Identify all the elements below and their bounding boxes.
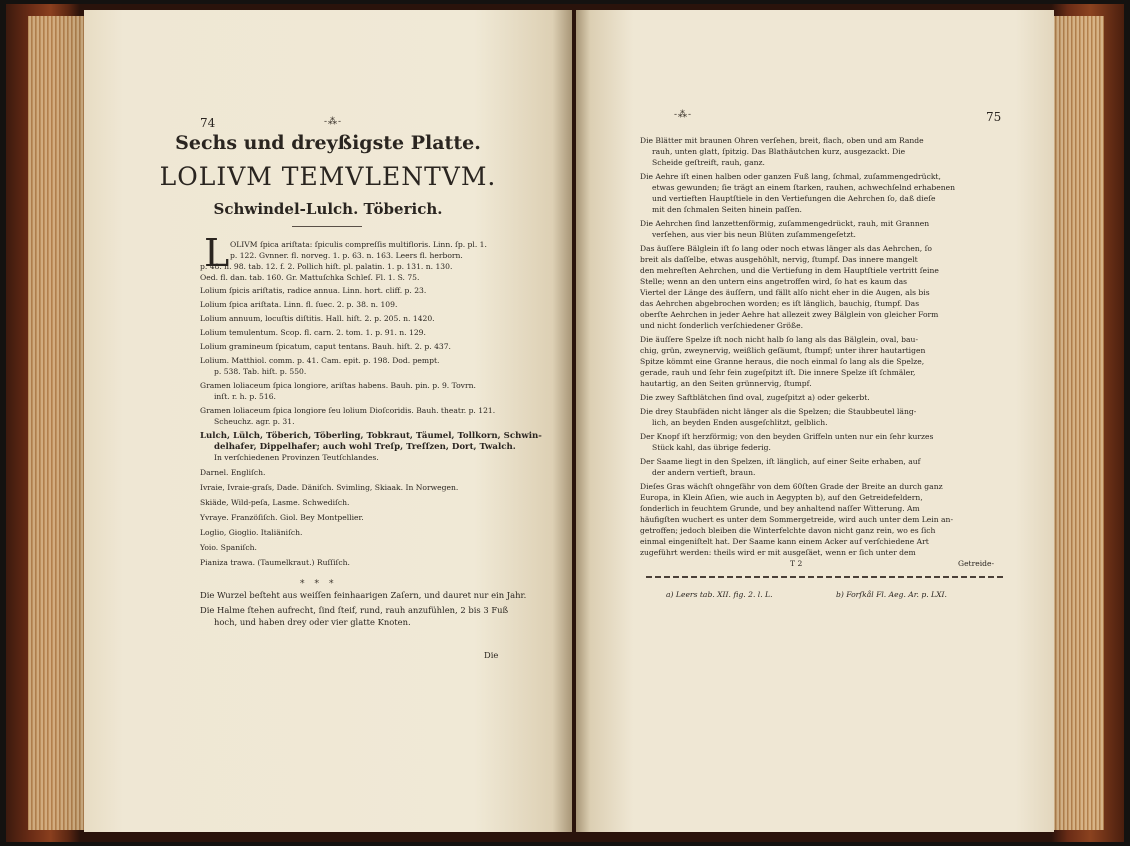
- text-line: getroffen; jedoch bleiben die Winterfelchte davon nicht ganz rein, wo es ſich: [640, 526, 936, 535]
- text-line: Oed. fl. dan. tab. 160. Gr. Mattuſchka Schleſ. Fl. 1. S. 75.: [200, 273, 420, 282]
- text-line: Loglio, Gioglio. Italiäniſch.: [200, 528, 303, 537]
- divider: [292, 226, 362, 227]
- text-line: inſt. r. h. p. 516.: [214, 392, 276, 401]
- text-line: Der Knopf iſt herzförmig; von den beyden Griffeln unten nur ein ſehr kurzes: [640, 432, 934, 441]
- text-line: Die Aehrchen ſind lanzettenförmig, zuſammengedrückt, rauh, mit Grannen: [640, 219, 930, 228]
- text-line: ſonderlich in feuchtem Grunde, und bey anhaltend naſſer Witterung. Am: [640, 504, 920, 513]
- text-line: etwas gewunden; ſie trägt an einem ſtarken, rauhen, achwechſelnd erhabenen: [652, 183, 956, 192]
- text-line: das Aehrchen abgebrochen worden; es iſt länglich, bauchig, ſtumpf. Das: [640, 299, 920, 308]
- text-line: Scheuchz. agr. p. 31.: [214, 417, 295, 426]
- header-ornament: -⁂-: [324, 117, 343, 127]
- text-line: Stelle; wenn an den untern eins angetroffen wird, ſo hat es kaum das: [640, 277, 908, 286]
- text-line: Die zwey Saftblätchen ſind oval, zugeſpitzt a) oder gekerbt.: [640, 393, 870, 402]
- text-line: Lolium annuum, locuſtis diſtitis. Hall. hiſt. 2. p. 205. n. 1420.: [200, 314, 435, 323]
- text-line: chig, grün, zweynervig, weißlich geſäumt, ſtumpf; unter ihrer hautartigen: [640, 346, 926, 355]
- text-line: p. 48. n. 98. tab. 12. f. 2. Pollich hiſt. pl. palatin. 1. p. 131. n. 130.: [200, 262, 453, 271]
- text-line: Lolium ſpica ariſtata. Linn. fl. ſuec. 2. p. 38. n. 109.: [200, 300, 398, 309]
- text-line: hoch, und haben drey oder vier glatte Knoten.: [214, 617, 411, 627]
- text-line: Europa, in Klein Aſien, wie auch in Aegypten b), auf den Getreidefeldern,: [640, 493, 923, 502]
- catchword: Die: [484, 650, 499, 660]
- text-line: Gramen loliaceum ſpica longiore, ariſtas habens. Bauh. pin. p. 9. Tovrn.: [200, 381, 476, 390]
- text-line: Lulch, Lülch, Töberich, Töberling, Tobkraut, Täumel, Tollkorn, Schwin-: [200, 431, 542, 441]
- text-line: Stück kahl, das übrige federig.: [652, 443, 771, 452]
- text-line: den mehreſten Aehrchen, und die Vertiefung in dem Hauptſtiele vertritt ſeine: [640, 266, 939, 275]
- text-line: Lolium gramineum ſpicatum, caput tentans. Bauh. hiſt. 2. p. 437.: [200, 342, 451, 351]
- drop-cap: L: [204, 231, 230, 275]
- text-line: Lolium ſpicis ariſtatis, radice annua. Linn. hort. cliff. p. 23.: [200, 286, 427, 295]
- right-page-edges: [1052, 16, 1104, 830]
- signature-mark: T 2: [790, 559, 803, 568]
- latin-title: LOLIVM TEMVLENTVM.: [159, 162, 497, 191]
- text-line: breit als daſſelbe, etwas ausgehöhlt, nervig, ſtumpf. Das innere mangelt: [640, 255, 918, 264]
- text-line: gerade, rauh und ſehr fein zugeſpitzt iſt. Die innere Spelze iſt ſchmäler,: [640, 368, 916, 377]
- text-line: mit den ſchmalen Seiten hinein paſſen.: [652, 205, 802, 214]
- text-line: Gramen loliaceum ſpica longiore ſeu lolium Dioſcoridis. Bauh. theatr. p. 121.: [200, 406, 496, 415]
- footnote-divider: [646, 576, 1006, 578]
- text-line: hautartig, an den Seiten grünnervig, ſtumpf.: [640, 379, 812, 388]
- text-line: Die Blätter mit braunen Ohren verſehen, breit, flach, oben und am Rande: [640, 136, 924, 145]
- text-line: zugeführt werden: theils wird er mit ausgeſäet, wenn er ſich unter dem: [640, 548, 916, 557]
- catchword: Getreide-: [958, 559, 995, 568]
- text-line: Die drey Staubfäden nicht länger als die Spelzen; die Staubbeutel läng-: [640, 407, 917, 416]
- text-line: der andern vertieft, braun.: [652, 468, 756, 477]
- text-line: Yvraye. Franzöſiſch. Giol. Bey Montpellier.: [200, 513, 364, 522]
- text-line: Ivraie, Ivraie-graſs, Dade. Däniſch. Svimling, Skiaak. In Norwegen.: [200, 483, 459, 492]
- text-line: Lolium. Matthiol. comm. p. 41. Cam. epit. p. 198. Dod. pempt.: [200, 356, 440, 365]
- text-line: Skiäde, Wild-peſa, Lasme. Schwediſch.: [200, 498, 350, 507]
- german-title: Schwindel-Lulch. Töberich.: [213, 200, 443, 218]
- page-number: 75: [986, 110, 1002, 124]
- text-line: Viertel der Länge des äuſſern, und fällt alſo nicht eher in die Augen, als bis: [640, 288, 930, 297]
- text-line: Dieſes Gras wächſt ohngefähr von dem 60ſten Grade der Breite an durch ganz: [640, 482, 943, 491]
- text-line: und vertieften Hauptſtiele in den Vertiefungen die Aehrchen ſo, daß dieſe: [652, 194, 936, 203]
- text-line: rauh, unten glatt, ſpitzig. Das Blathäutchen kurz, ausgezackt. Die: [652, 147, 906, 156]
- text-line: einmal eingeniſtelt hat. Der Saame kann einem Acker auf verſchiedene Art: [640, 537, 929, 546]
- text-line: OLIVM ſpica ariſtata: ſpiculis compreſſis multifloris. Linn. ſp. pl. 1.: [230, 240, 487, 249]
- text-line: Scheide geſtreift, rauh, ganz.: [652, 158, 765, 167]
- text-line: Die Halme ſtehen aufrecht, ſind ſteif, rund, rauh anzufühlen, 2 bis 3 Fuß: [200, 605, 509, 615]
- header-ornament: -⁂-: [674, 110, 693, 120]
- footnote-b: b) Forſkål Fl. Aeg. Ar. p. LXI.: [836, 590, 947, 599]
- text-line: Yoio. Spaniſch.: [200, 543, 257, 552]
- section-ornament: ⁎⁎⁎: [300, 576, 344, 586]
- text-line: p. 122. Gvnner. fl. norveg. 1. p. 63. n. 163. Leers fl. herborn.: [230, 251, 463, 260]
- text-line: In verſchiedenen Provinzen Teutſchlandes.: [214, 453, 379, 462]
- right-page: [576, 10, 1054, 832]
- page-number: 74: [200, 116, 216, 130]
- text-line: p. 538. Tab. hiſt. p. 550.: [214, 367, 307, 376]
- text-line: Die Aehre iſt einen halben oder ganzen Fuß lang, ſchmal, zuſammengedrückt,: [640, 172, 941, 181]
- text-line: Das äuſſere Bälglein iſt ſo lang oder noch etwas länger als das Aehrchen, ſo: [640, 244, 932, 253]
- text-line: Darnel. Engliſch.: [200, 468, 266, 477]
- text-line: Die äuſſere Spelze iſt noch nicht halb ſo lang als das Bälglein, oval, bau-: [640, 335, 919, 344]
- text-line: häufigſten wuchert es unter dem Sommergetreide, wird auch unter dem Lein an-: [640, 515, 954, 524]
- book-spread: [6, 4, 1124, 842]
- text-line: Die Wurzel beſteht aus weiſſen feinhaarigen Zaſern, und dauret nur ein Jahr.: [200, 590, 527, 600]
- footnote-a: a) Leers tab. XII. fig. 2. l. L.: [666, 590, 773, 599]
- text-line: Pianiza trawa. (Taumelkraut.) Ruſſiſch.: [200, 558, 350, 567]
- text-line: oberſte Aehrchen in jeder Aehre hat allezeit zwey Bälglein von gleicher Form: [640, 310, 939, 319]
- text-line: lich, an beyden Enden ausgeſchlitzt, gelblich.: [652, 418, 828, 427]
- text-line: und nicht ſonderlich verſchiedener Größe.: [640, 321, 803, 330]
- text-line: delhafer, Dippelhafer; auch wohl Treſp, Treſſzen, Dort, Twalch.: [214, 442, 516, 452]
- plate-title: Sechs und dreyßigste Platte.: [175, 132, 481, 154]
- text-line: Spitze kömmt eine Granne heraus, die noch einmal ſo lang als die Spelze,: [640, 357, 925, 366]
- text-line: Der Saame liegt in den Spelzen, iſt länglich, auf einer Seite erhaben, auf: [640, 457, 921, 466]
- left-page: [84, 10, 572, 832]
- left-page-edges: [28, 16, 86, 830]
- text-line: verſehen, aus vier bis neun Blüten zuſammengeſetzt.: [652, 230, 856, 239]
- text-line: Lolium temulentum. Scop. fl. carn. 2. tom. 1. p. 91. n. 129.: [200, 328, 426, 337]
